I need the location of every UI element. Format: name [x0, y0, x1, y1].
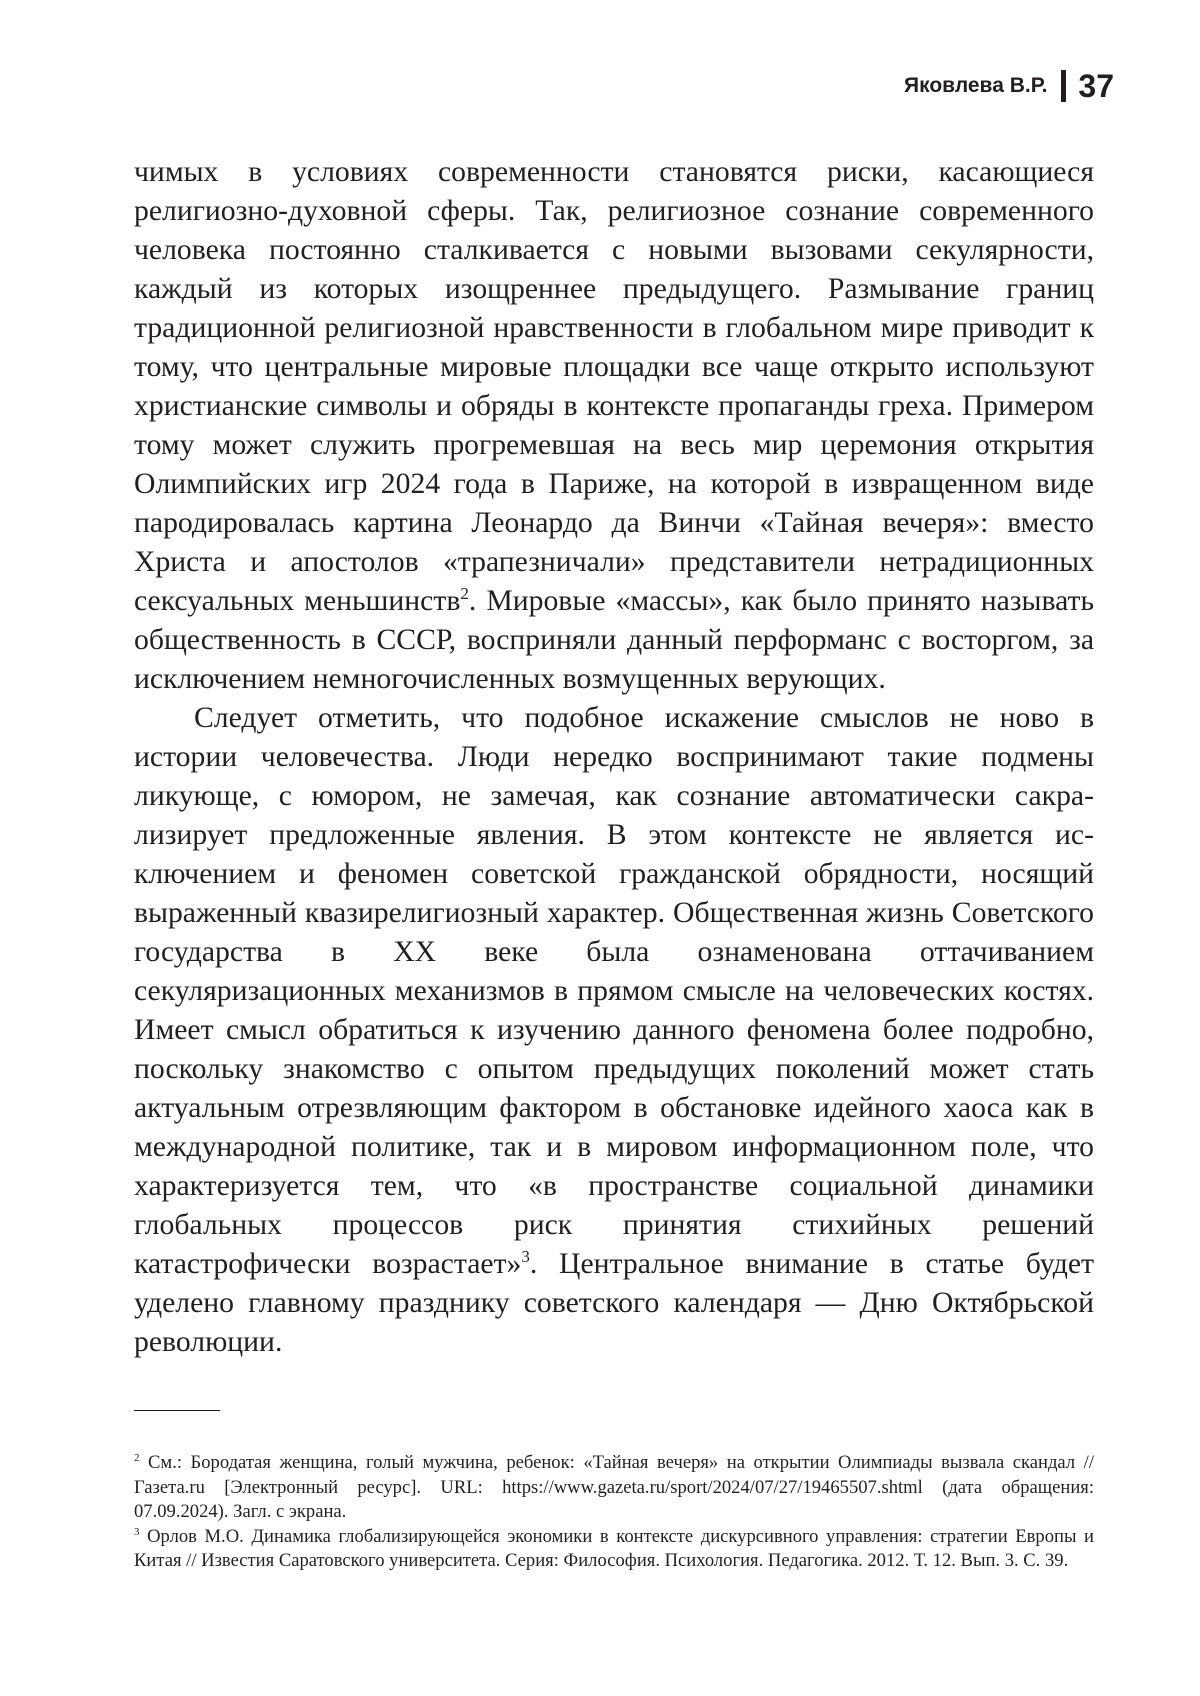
header-separator-bar [1061, 70, 1066, 102]
footnote-2-mark: 2 [134, 1451, 140, 1464]
footnotes [134, 1451, 1094, 1574]
paragraph-2-text-b: . Центральное внимание в статье будет уделено главному празднику советского календаря — Дню Октябрьской революции. [134, 1248, 1094, 1358]
footnote-2 [134, 1451, 1094, 1525]
page-number: 37 [1078, 67, 1114, 104]
footnote-ref-3: 3 [521, 1247, 530, 1267]
running-head-author: Яковлева В.Р. [904, 74, 1048, 97]
footnote-3-text: Орлов М.О. Динамика глобализирующейся экономики в контексте дискурсивного управления: стратегии Европы и Китая // Известия Саратовского университета. Серия: Философия. Психология. Педагогика. 2012. Т. 12. Вып. 3. С. 39. [134, 1525, 1094, 1571]
running-header [904, 64, 1114, 108]
footnote-separator [134, 1410, 220, 1411]
main-text [134, 153, 1094, 1362]
paragraph-1-text-b: . Мировые «массы», как было принято называть общественность в СССР, восприняли данный перформанс с восторгом, за исключением немногочисленных возмущенных верующих. [134, 585, 1094, 695]
footnote-3-mark: 3 [134, 1525, 140, 1538]
paragraph-1 [134, 153, 1094, 699]
footnote-3 [134, 1525, 1094, 1574]
paragraph-2 [134, 699, 1094, 1362]
footnote-ref-2: 2 [460, 584, 469, 604]
footnote-2-text: См.: Бородатая женщина, голый мужчина, ребенок: «Тайная вечеря» на открытии Олимпиады вызвала скандал // Газета.ru [Электронный ресурс]. URL: https://www.gazeta.ru/sport/2024/07/27/19465507.shtml (дата обращения: 07.09.2024). Загл. с экрана. [134, 1452, 1094, 1522]
paragraph-2-text-a: Следует отметить, что подобное искажение смыслов не ново в истории человечества. Люди нередко воспринимают такие подмены ликующе, с юмором, не замечая, как сознание автоматически сакрализирует предложенные явления. В этом контексте не является исключением и феномен советской гражданской обрядности, носящий выраженный квазирелигиозный характер. Общественная жизнь Советского государства в XX веке была ознаменована оттачиванием секуляризационных механизмов в прямом смысле на человеческих костях. Имеет смысл обратиться к изучению данного феномена более подробно, поскольку знакомство с опытом предыдущих поколений может стать актуальным отрезвляющим фактором в обстановке идейного хаоса как в международной политике, так и в мировом информационном поле, что характеризуется тем, что «в пространстве социальной динамики глобальных процессов риск принятия стихийных решений катастрофически возрастает» [134, 702, 1094, 1280]
paragraph-1-text-a: чимых в условиях современности становятся риски, касающиеся религиозно-духовной сферы. Так, религиозное сознание современного человека постоянно сталкивается с новыми вызовами секулярности, каждый из которых изощреннее предыдущего. Размывание границ традиционной религиозной нравственности в глобальном мире приводит к тому, что центральные мировые площадки все чаще открыто используют христианские символы и обряды в контексте пропаганды греха. Примером тому может служить прогремевшая на весь мир церемония открытия Олимпийских игр 2024 года в Париже, на которой в извращенном виде пародировалась картина Леонардо да Винчи «Тайная вечеря»: вместо Христа и апостолов «трапезничали» представители нетрадиционных сексуальных меньшинств [134, 156, 1094, 617]
